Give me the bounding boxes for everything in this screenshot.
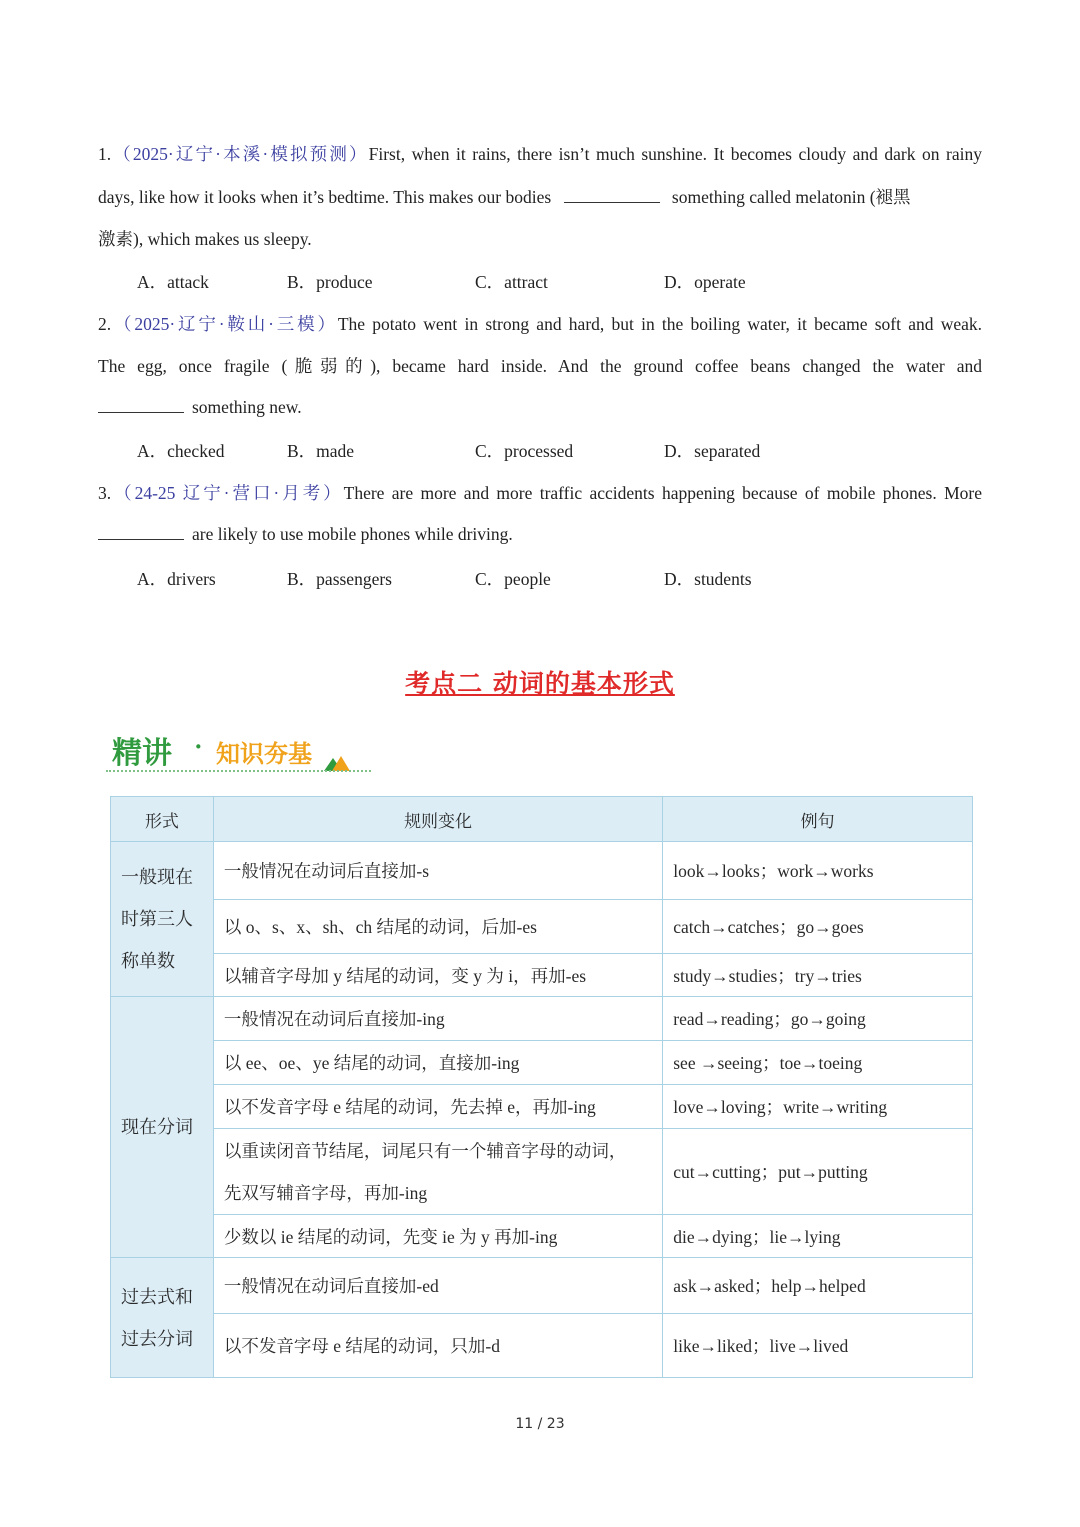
table-row (111, 954, 973, 997)
option-b[interactable]: B．passengers (287, 569, 392, 589)
question-3-line-2 (98, 523, 982, 545)
question-text: days, like how it looks when it’s bedtime. This makes our bodies (98, 187, 552, 207)
example-cell: look→looks；work→works (663, 842, 973, 900)
verb-forms-table (110, 796, 973, 1378)
banner-dot: · (194, 732, 203, 761)
table-row (111, 1215, 973, 1258)
rule-cell: 以 ee、oe、ye 结尾的动词，直接加-ing (213, 1041, 662, 1085)
question-1-line-1 (98, 141, 982, 166)
rule-cell: 一般情况在动词后直接加-s (213, 842, 662, 900)
rule-cell: 以重读闭音节结尾，词尾只有一个辅音字母的动词， 先双写辅音字母，再加-ing (213, 1129, 662, 1215)
question-source: （2025·辽宁·本溪·模拟预测） (111, 144, 369, 164)
example-cell: die→dying；lie→lying (663, 1215, 973, 1258)
table-row (111, 997, 973, 1041)
category-past-forms: 过去式和 过去分词 (111, 1258, 214, 1378)
header-rule: 规则变化 (213, 797, 662, 842)
question-1-line-3: 激素), which makes us sleepy. (98, 229, 312, 249)
table-row (111, 900, 973, 954)
banner-right-text: 知识夯基 (216, 740, 312, 768)
category-present-participle: 现在分词 (111, 997, 214, 1258)
section-heading: 考点二 动词的基本形式 (405, 669, 675, 698)
question-1-line-2 (98, 184, 982, 209)
banner-left-text: 精讲 (112, 736, 172, 771)
table-row (111, 1258, 973, 1314)
rule-cell: 一般情况在动词后直接加-ing (213, 997, 662, 1041)
question-number: 1. (98, 144, 112, 164)
example-cell: see →seeing；toe→toeing (663, 1041, 973, 1085)
question-source: （24-25 辽宁·营口·月考） (111, 483, 344, 503)
example-cell: cut→cutting；put→putting (663, 1129, 973, 1215)
example-cell: ask→asked；help→helped (663, 1258, 973, 1314)
answer-blank (564, 186, 660, 203)
example-cell: read→reading；go→going (663, 997, 973, 1041)
question-number: 2. (98, 314, 112, 334)
question-text: something called melatonin (褪黑 (671, 187, 911, 207)
option-a[interactable]: A．attack (137, 272, 209, 292)
question-text: There are more and more traffic accidents happening because of mobile phones. More (343, 483, 982, 503)
question-2-line-2: The egg, once fragile (脆弱的), became hard inside. And the ground coffee beans changed the water and (98, 356, 982, 376)
option-c[interactable]: C．people (475, 569, 551, 589)
option-a[interactable]: A．drivers (137, 569, 216, 589)
rule-cell: 以不发音字母 e 结尾的动词，先去掉 e，再加-ing (213, 1085, 662, 1129)
option-a[interactable]: A．checked (137, 441, 225, 461)
option-b[interactable]: B．produce (287, 272, 373, 292)
table-row (111, 1314, 973, 1378)
question-2-line-3 (98, 396, 982, 418)
category-third-person: 一般现在 时第三人 称单数 (111, 842, 214, 997)
rule-cell: 少数以 ie 结尾的动词，先变 ie 为 y 再加-ing (213, 1215, 662, 1258)
mountain-icon (322, 752, 352, 772)
answer-blank (98, 523, 184, 540)
header-example: 例句 (663, 797, 973, 842)
rule-cell: 一般情况在动词后直接加-ed (213, 1258, 662, 1314)
option-d[interactable]: D．separated (664, 441, 761, 461)
banner-underline (106, 770, 371, 772)
example-cell: love→loving；write→writing (663, 1085, 973, 1129)
question-text: something new. (192, 397, 302, 417)
table-row (111, 842, 973, 900)
rule-cell: 以辅音字母加 y 结尾的动词，变 y 为 i，再加-es (213, 954, 662, 997)
question-text: First, when it rains, there isn’t much sunshine. It becomes cloudy and dark on rainy (368, 144, 982, 164)
option-d[interactable]: D．students (664, 569, 752, 589)
option-c[interactable]: C．processed (475, 441, 574, 461)
table-row (111, 1041, 973, 1085)
question-number: 3. (98, 483, 112, 503)
option-d[interactable]: D．operate (664, 272, 746, 292)
answer-blank (98, 396, 184, 413)
table-row (111, 1085, 973, 1129)
example-cell: catch→catches；go→goes (663, 900, 973, 954)
header-form: 形式 (111, 797, 214, 842)
example-cell: study→studies；try→tries (663, 954, 973, 997)
question-3-line-1 (98, 480, 982, 505)
option-b[interactable]: B．made (287, 441, 355, 461)
option-c[interactable]: C．attract (475, 272, 548, 292)
rule-cell: 以不发音字母 e 结尾的动词，只加-d (213, 1314, 662, 1378)
question-source: （2025·辽宁·鞍山·三模） (111, 314, 338, 334)
table-header-row (111, 797, 973, 842)
knowledge-banner (106, 726, 376, 780)
page-number: 11 / 23 (515, 1416, 565, 1432)
rule-cell: 以 o、s、x、sh、ch 结尾的动词，后加-es (213, 900, 662, 954)
example-cell: like→liked；live→lived (663, 1314, 973, 1378)
question-text: are likely to use mobile phones while driving. (192, 524, 513, 544)
question-text: The potato went in strong and hard, but in the boiling water, it became soft and weak. (337, 314, 982, 334)
question-2-line-1 (98, 311, 982, 336)
table-row (111, 1129, 973, 1215)
